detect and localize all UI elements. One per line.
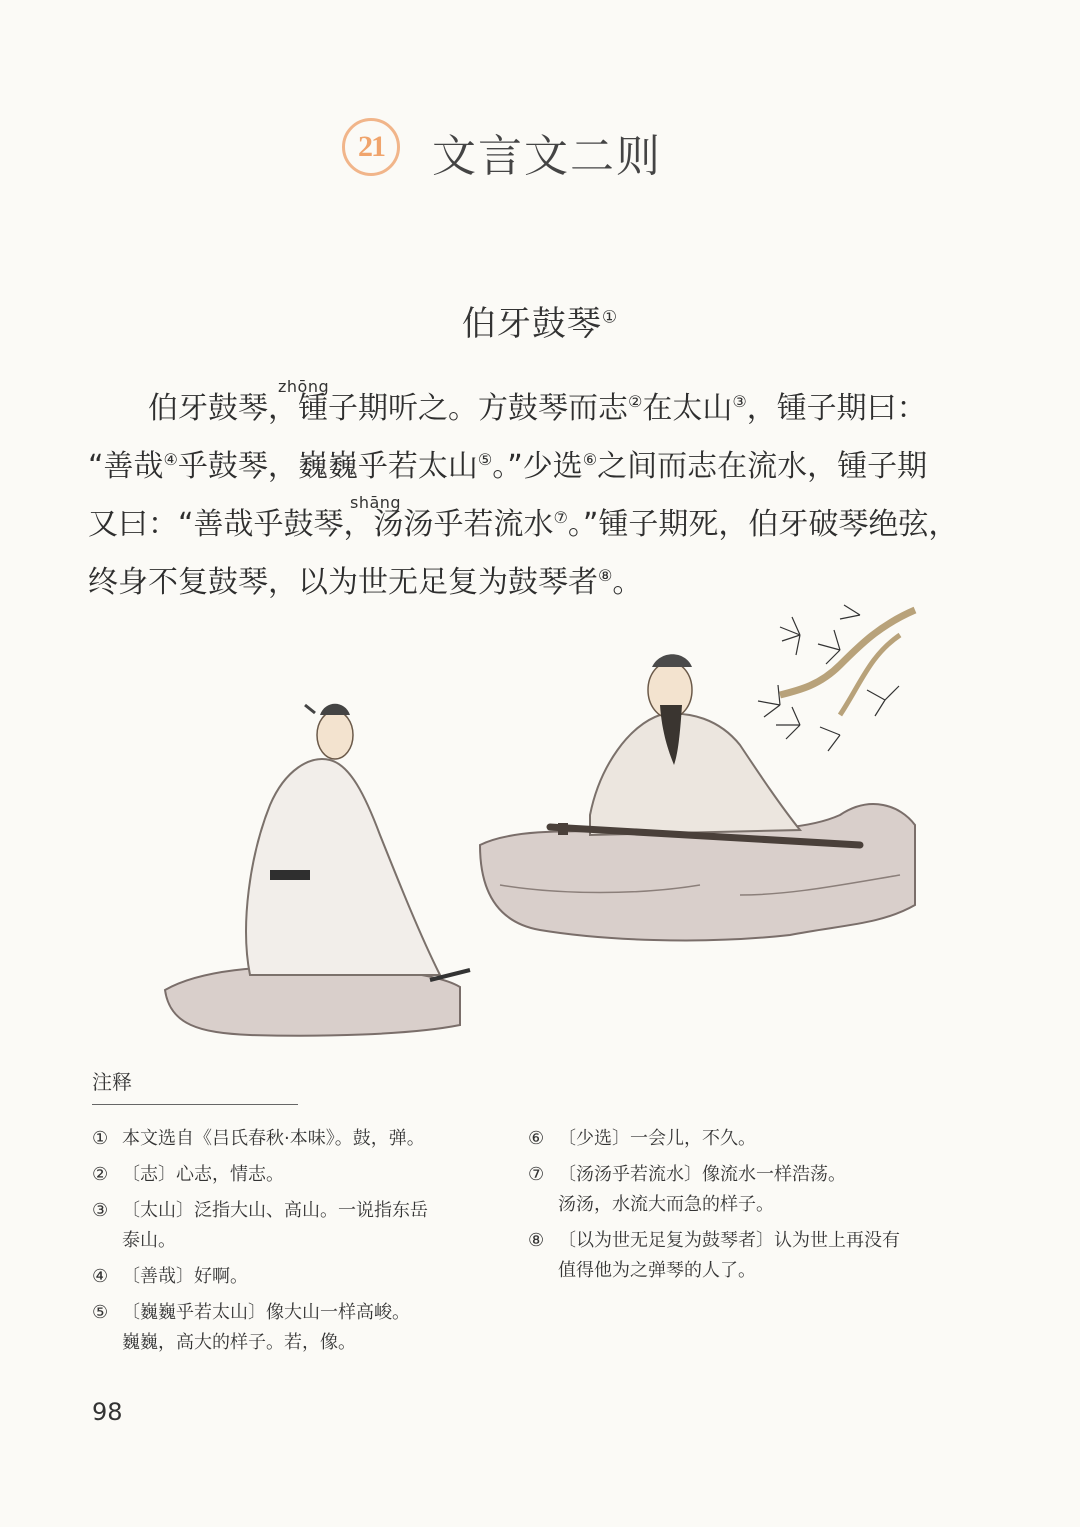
note-text: 〔汤汤乎若流水〕像流水一样浩荡。 [558, 1164, 846, 1185]
note-text-continued: 值得他为之弹琴的人了。 [558, 1260, 756, 1281]
note-text: 〔巍巍乎若太山〕像大山一样高峻。 [122, 1302, 410, 1323]
note-item [92, 1160, 512, 1190]
notes-divider [92, 1104, 298, 1105]
note-item [528, 1226, 928, 1286]
note-text: 本文选自《吕氏春秋·本味》。鼓，弹。 [122, 1128, 425, 1149]
notes-column-left [92, 1124, 512, 1364]
body-line-3 [88, 493, 959, 554]
text-run: 。”少选 [492, 449, 583, 484]
pinyin-annotation: shāng [350, 493, 402, 512]
note-text: 〔志〕心志，情志。 [122, 1164, 284, 1185]
text-run: 锺子期听之。方鼓琴而志 [298, 391, 628, 426]
body-line-1 [88, 377, 927, 438]
note-text-continued: 泰山。 [122, 1230, 176, 1251]
body-line-2 [88, 438, 928, 496]
text-run: 伯牙鼓琴， [148, 391, 298, 426]
footnote-marker: ⑧ [598, 566, 613, 585]
note-number: ① [92, 1128, 109, 1149]
note-number: ⑧ [528, 1230, 545, 1251]
text-run: 乎鼓琴，巍巍乎若太山 [177, 449, 478, 484]
text-run: “善哉 [88, 449, 164, 484]
text-run: 。”锺子期死，伯牙破琴绝弦， [567, 507, 959, 542]
lesson-title: 文言文二则 [432, 131, 662, 182]
page-number: 98 [92, 1398, 123, 1426]
article-body [88, 377, 959, 612]
note-item [528, 1160, 928, 1220]
note-item [92, 1124, 512, 1154]
text-run: 在太山 [642, 391, 733, 426]
note-text-continued: 巍巍，高大的样子。若，像。 [122, 1332, 356, 1353]
footnote-marker: ⑤ [477, 450, 493, 469]
note-number: ⑤ [92, 1302, 109, 1323]
text-run: 。 [612, 565, 643, 600]
note-text: 〔善哉〕好啊。 [122, 1266, 248, 1287]
text-run: 汤汤乎若流水 [373, 507, 554, 542]
pinyin-annotation: zhōng [278, 377, 330, 396]
footnote-marker: ② [628, 392, 643, 411]
notes-column-right [528, 1124, 928, 1292]
note-number: ③ [92, 1200, 109, 1221]
pine-branch [758, 605, 915, 751]
footnote-marker: ④ [163, 450, 178, 469]
note-number: ④ [92, 1266, 109, 1287]
note-item [92, 1262, 512, 1292]
footnote-marker: ① [601, 307, 619, 328]
footnote-marker: ⑦ [553, 508, 568, 527]
footnote-marker: ③ [732, 392, 747, 411]
note-item [528, 1124, 928, 1154]
article-title [0, 296, 1080, 345]
figure-ziqi [246, 704, 470, 980]
note-number: ② [92, 1164, 109, 1185]
text-run: 之间而志在流水，锺子期 [597, 449, 928, 484]
footnote-marker: ⑥ [582, 450, 598, 469]
article-title-text: 伯牙鼓琴 [461, 304, 602, 344]
note-number: ⑥ [528, 1128, 545, 1149]
lesson-number-badge: 21 [342, 118, 400, 176]
rock-left [165, 967, 460, 1036]
note-number: ⑦ [528, 1164, 545, 1185]
note-text: 〔少选〕一会儿，不久。 [558, 1128, 756, 1149]
notes-heading: 注释 [92, 1070, 132, 1094]
note-item [92, 1298, 512, 1358]
note-item [92, 1196, 512, 1256]
text-run: 终身不复鼓琴，以为世无足复为鼓琴者 [88, 565, 598, 600]
lesson-header [0, 118, 1080, 182]
note-text: 〔以为世无足复为鼓琴者〕认为世上再没有 [558, 1230, 900, 1251]
note-text: 〔太山〕泛指大山、高山。一说指东岳 [122, 1200, 428, 1221]
note-text-continued: 汤汤，水流大而急的样子。 [558, 1194, 774, 1215]
text-run: ，锺子期曰： [746, 391, 927, 426]
illustration-boya-ziqi [140, 595, 920, 1040]
text-run: 又曰：“善哉乎鼓琴， [88, 507, 374, 542]
